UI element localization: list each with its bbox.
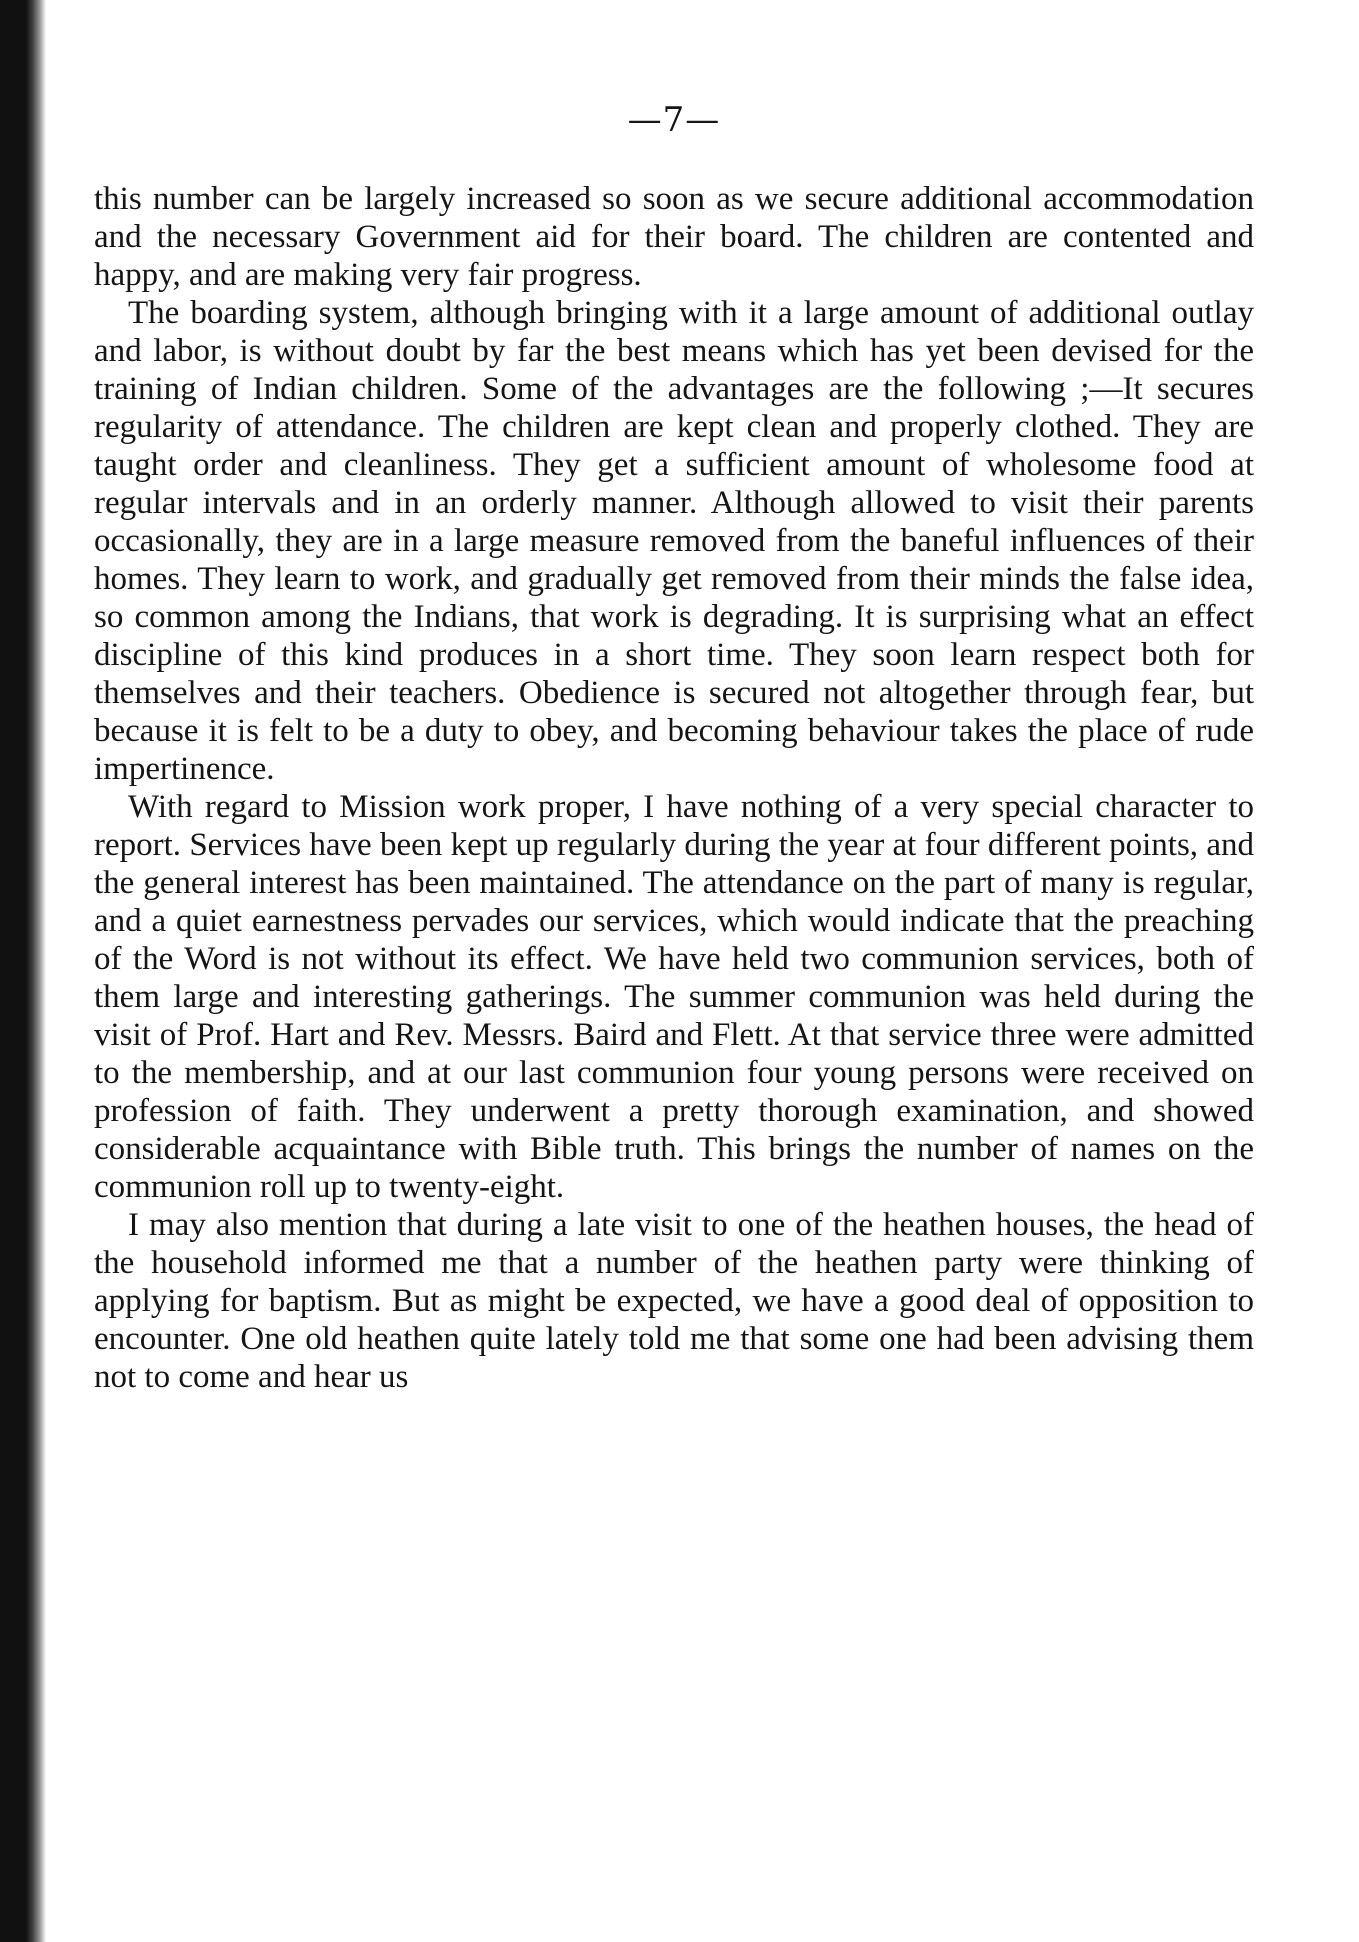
body-text (94, 180, 1254, 1396)
paragraph-mission-work: With regard to Mission work proper, I have nothing of a very special character to report. Services have been kept up regularly during the year at four different points, and the general interest has been maintained. The attendance on the part of many is regular, and a quiet earnestness pervades our services, which would indicate that the preaching of the Word is not without its effect. We have held two communion services, both of them large and interesting gatherings. The summer communion was held during the visit of Prof. Hart and Rev. Messrs. Baird and Flett. At that service three were admitted to the membership, and at our last communion four young persons were received on profession of faith. They underwent a pretty thorough examination, and showed considerable acquaintance with Bible truth. This brings the number of names on the communion roll up to twenty-eight. (94, 789, 1254, 1205)
document-page (94, 100, 1254, 1396)
page-number: —7— (627, 100, 721, 140)
paragraph-continuation: this number can be largely increased so soon as we secure additional accommodation and the necessary Government aid for their board. The children are contented and happy, and are making very fair progress. (94, 181, 1254, 293)
binding-edge (0, 0, 46, 1942)
paragraph-boarding-system: The boarding system, although bringing with it a large amount of additional outlay and labor, is without doubt by far the best means which has yet been devised for the training of Indian children. Some of the advantages are the following ;—It secures regularity of attendance. The children are kept clean and properly clothed. They are taught order and cleanliness. They get a sufficient amount of wholesome food at regular intervals and in an orderly manner. Although allowed to visit their parents occasionally, they are in a large measure removed from the baneful influences of their homes. They learn to work, and gradually get removed from their minds the false idea, so common among the Indians, that work is degrading. It is surprising what an effect discipline of this kind produces in a short time. They soon learn respect both for themselves and their teachers. Obedience is secured not altogether through fear, but because it is felt to be a duty to obey, and becoming behaviour takes the place of rude impertinence. (94, 295, 1254, 787)
paragraph-heathen-visit: I may also mention that during a late visit to one of the heathen houses, the head of the household informed me that a number of the heathen party were thinking of applying for baptism. But as might be expected, we have a good deal of opposition to encounter. One old heathen quite lately told me that some one had been advising them not to come and hear us (94, 1207, 1254, 1395)
